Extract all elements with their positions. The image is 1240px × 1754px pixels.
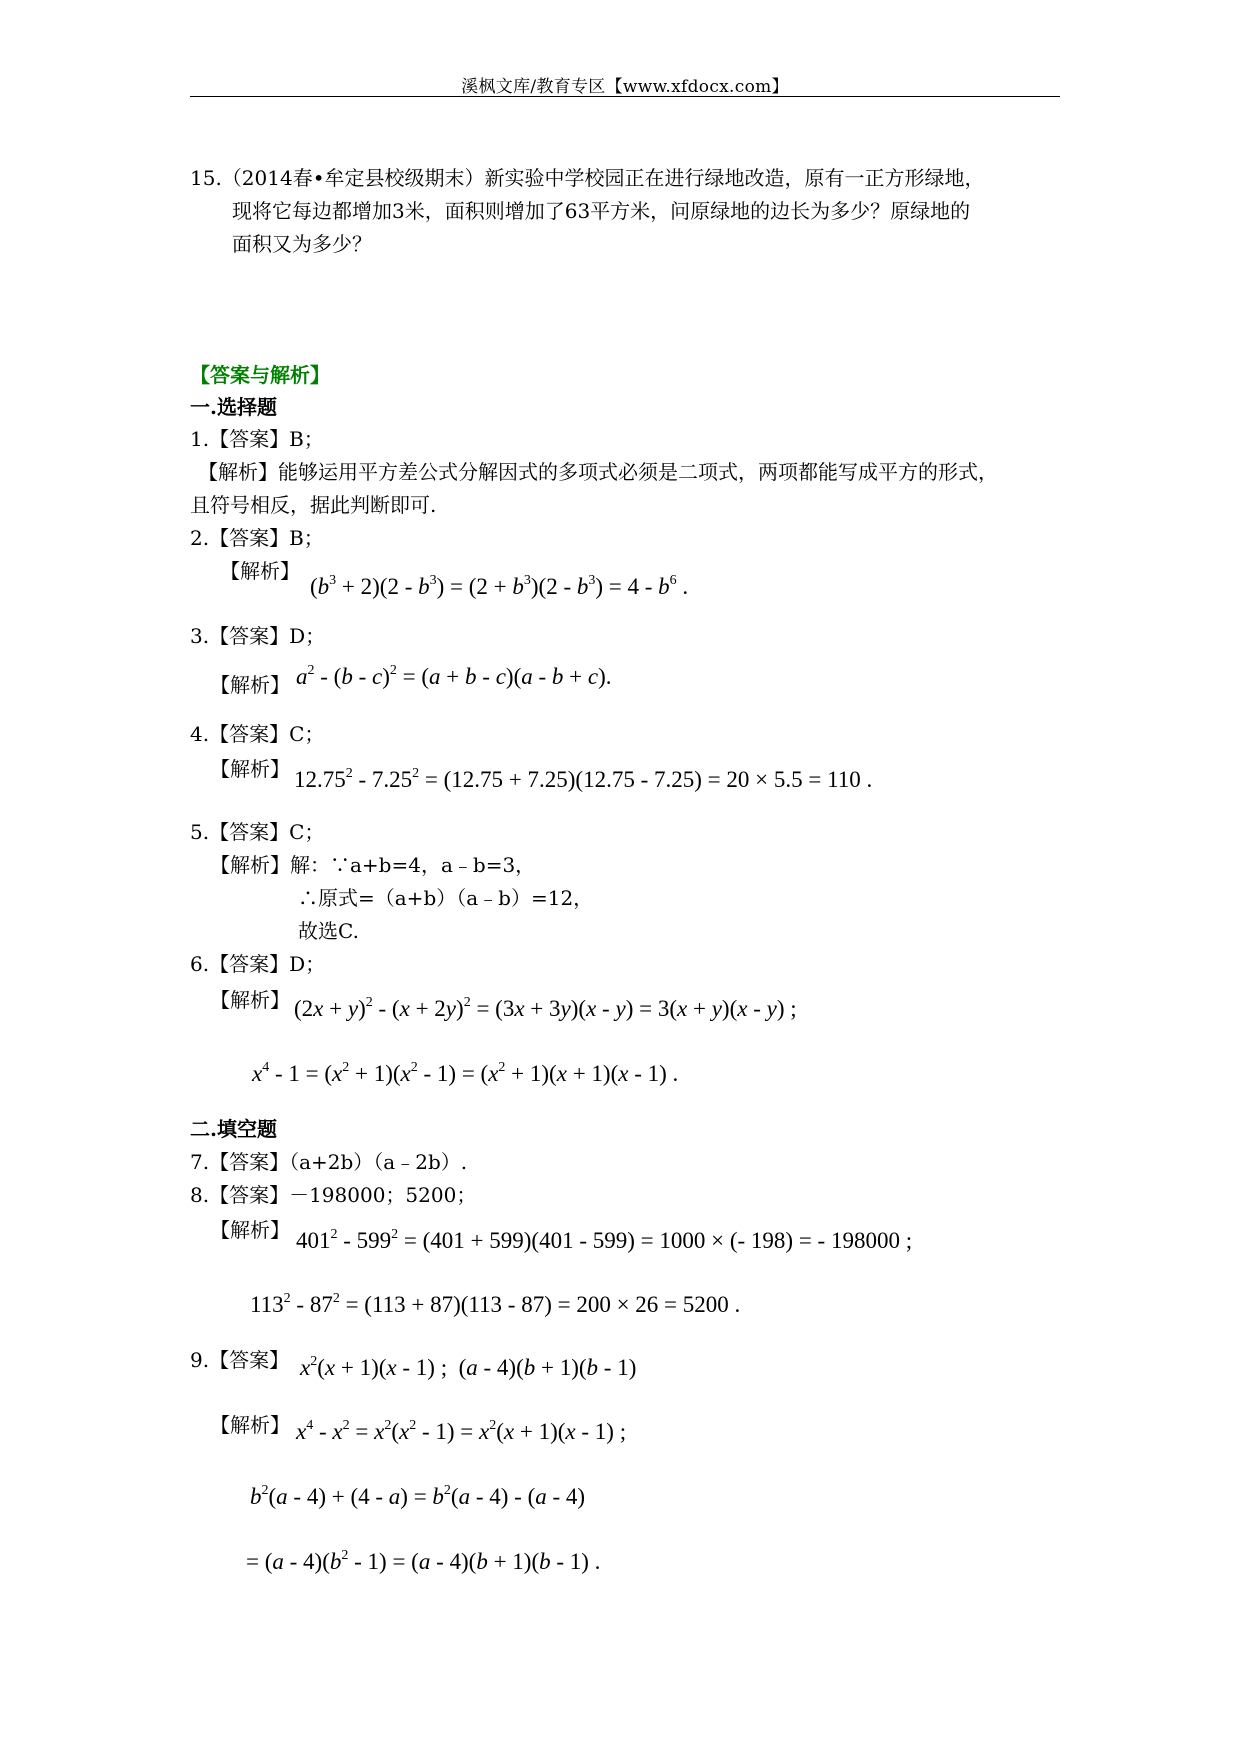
answer-6-formula-1: $(2x + y)^2 - (x + 2y)^2 = (3x + 3y)(x - y) = 3(x + y)(x - y)$ ;: [294, 995, 797, 1021]
section-choice-title: 一.选择题: [190, 395, 277, 419]
answer-5: 5.【答案】C；: [190, 820, 325, 844]
question-15-line-1: 15.（2014春•牟定县校级期末）新实验中学校园正在进行绿地改造，原有一正方形绿地，: [190, 166, 985, 190]
answer-9-explanation-label: 【解析】: [210, 1413, 290, 1437]
answer-8-formula-1: $401^2 - 599^2 = (401 + 599)(401 - 599) = 1000$ × (- 198) = - 198000 ;: [296, 1227, 913, 1253]
answer-4-formula: $12.75^2 - 7.25^2 = (12.75 + 7.25)(12.75 - 7.25) = 20 \times 5.5 = 110$ .: [294, 766, 873, 792]
answer-9-formula: $x^2(x + 1)(x - 1)$ ; (a - 4)(b + 1)(b - 1): [300, 1354, 637, 1380]
answer-5-explanation-line-3: 故选C.: [298, 919, 359, 943]
answer-5-explanation-line-1: 【解析】解：∵a+b=4，a﹣b=3，: [210, 853, 536, 877]
section-fill-title: 二.填空题: [190, 1117, 277, 1141]
answer-1: 1.【答案】B；: [190, 427, 324, 451]
header-divider: [190, 96, 1060, 97]
answer-3: 3.【答案】D；: [190, 624, 326, 648]
answer-8-explanation-label: 【解析】: [210, 1218, 290, 1242]
answer-6-formula-2: $x^4 - 1 = (x^2 + 1)(x^2 - 1) = (x^2 + 1)(x + 1)(x - 1)$ .: [252, 1060, 679, 1086]
answer-6-explanation-label: 【解析】: [210, 988, 290, 1012]
answer-7: 7.【答案】（a+2b）（a﹣2b）.: [190, 1150, 468, 1174]
answer-8-formula-2: $113^2 - 87^2 = (113 + 87)(113 - 87) = 200 \times 26 = 5200$ .: [250, 1291, 741, 1317]
answer-4: 4.【答案】C；: [190, 722, 325, 746]
answers-title: 【答案与解析】: [190, 363, 330, 387]
answer-9-explanation-formula-1: $x^4 - x^2 = x^2(x^2 - 1) = x^2(x + 1)(x - 1)$ ;: [296, 1418, 627, 1444]
answer-6: 6.【答案】D；: [190, 952, 326, 976]
answer-2: 2.【答案】B；: [190, 526, 324, 550]
answer-1-explanation-line-2: 且符号相反，据此判断即可.: [190, 493, 437, 517]
page-header: 溪枫文库/教育专区【www.xfdocx.com】: [461, 77, 789, 97]
answer-5-explanation-line-2: ∴原式=（a+b）（a﹣b）=12，: [298, 886, 594, 910]
answer-9-explanation-formula-2: $b^2(a - 4) + (4 - a) = b^2(a - 4) - (a - 4)$: [250, 1483, 586, 1509]
answer-9-explanation-formula-3: = $(a - 4)(b^2 - 1) = (a - 4)(b + 1)(b - 1)$ .: [246, 1548, 601, 1574]
question-15-line-2: 现将它每边都增加3米，面积则增加了63平方米，问原绿地的边长为多少？原绿地的: [232, 199, 971, 223]
answer-8: 8.【答案】－198000；5200；: [190, 1183, 477, 1207]
answer-2-formula: $(b^3 + 2)(2 - b^3) = (2 + b^3)(2 - b^3) = 4 - b^6$ .: [310, 573, 689, 599]
answer-3-explanation-label: 【解析】: [210, 673, 290, 697]
answer-3-formula: $a^2 - (b - c)^2 = (a + b - c)(a - b + c)$.: [296, 663, 612, 689]
answer-4-explanation-label: 【解析】: [210, 757, 290, 781]
answer-2-explanation-label: 【解析】: [220, 559, 300, 583]
question-15-line-3: 面积又为多少？: [232, 232, 372, 256]
answer-1-explanation-line-1: 【解析】能够运用平方差公式分解因式的多项式必须是二项式，两项都能写成平方的形式，: [198, 460, 998, 484]
answer-9: 9.【答案】: [190, 1348, 290, 1372]
